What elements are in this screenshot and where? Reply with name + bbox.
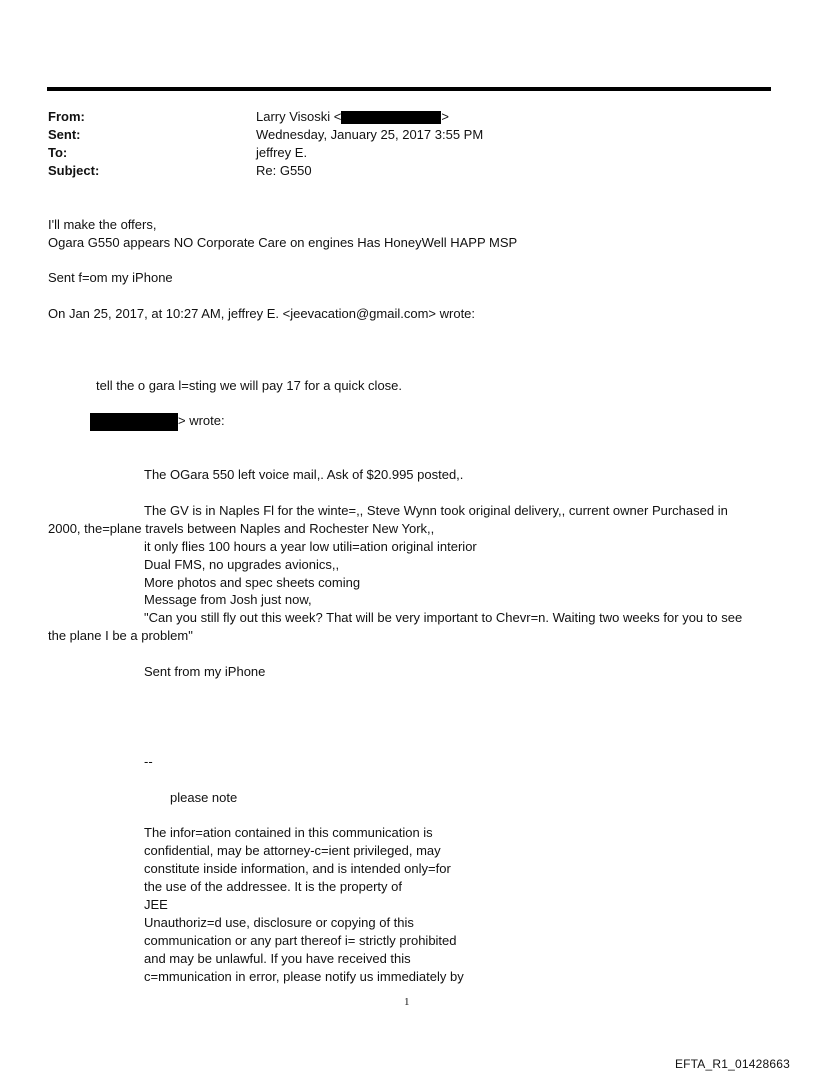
paragraph-text: The GV is in Naples Fl for the winte=,, Steve Wynn took original delivery,, current owner Purchased in 2000, the=plane travels between Naples and Rochester New York,, — [48, 503, 728, 536]
document-id: EFTA_R1_01428663 — [674, 1057, 790, 1071]
from-label: From: — [48, 109, 85, 124]
quoted-line: tell the o gara l=sting we will pay 17 for a quick close. — [96, 378, 403, 393]
body-line: Ogara G550 appears NO Corporate Care on engines Has HoneyWell HAPP MSP — [48, 235, 518, 250]
confidentiality-line: the use of the addressee. It is the property of — [144, 879, 402, 894]
confidentiality-line: Unauthoriz=d use, disclosure or copying of this — [144, 915, 414, 930]
confidentiality-line: confidential, may be attorney-c=ient privileged, may — [144, 843, 441, 858]
confidentiality-line: JEE — [144, 897, 168, 912]
body-line: More photos and spec sheets coming — [144, 575, 361, 590]
wrote-line — [90, 412, 225, 431]
header-rule — [47, 87, 771, 91]
redaction-box — [90, 413, 178, 431]
signature-dashes: -- — [144, 754, 153, 769]
from-value — [256, 108, 449, 126]
sent-from-line: Sent f=om my iPhone — [48, 270, 173, 285]
sent-from-line: Sent from my iPhone — [144, 664, 266, 679]
on-date-line: On Jan 25, 2017, at 10:27 AM, jeffrey E. <jeevacation@gmail.com> wrote: — [48, 306, 476, 321]
sent-label: Sent: — [48, 127, 81, 142]
body-paragraph — [48, 502, 753, 537]
subject-label: Subject: — [48, 163, 100, 178]
confidentiality-line: constitute inside information, and is intended only=for — [144, 861, 451, 876]
confidentiality-line: The infor=ation contained in this communication is — [144, 825, 433, 840]
please-note: please note — [170, 790, 238, 805]
to-label: To: — [48, 145, 68, 160]
from-trailer: > — [441, 109, 449, 124]
body-line: The OGara 550 left voice mail,. Ask of $20.995 posted,. — [144, 467, 464, 482]
from-name: Larry Visoski < — [256, 109, 342, 124]
paragraph-text: "Can you still fly out this week? That will be very important to Chevr=n. Waiting two weeks for you to see the plane I be a problem" — [48, 610, 743, 643]
page-number: 1 — [404, 996, 410, 1008]
wrote-suffix: > wrote: — [178, 413, 225, 428]
redaction-box — [341, 111, 441, 124]
sent-value: Wednesday, January 25, 2017 3:55 PM — [256, 127, 484, 142]
body-line: it only flies 100 hours a year low utili=ation original interior — [144, 539, 477, 554]
subject-value: Re: G550 — [256, 163, 312, 178]
confidentiality-line: communication or any part thereof i= strictly prohibited — [144, 933, 457, 948]
body-paragraph — [48, 609, 753, 644]
body-line: Message from Josh just now, — [144, 592, 312, 607]
confidentiality-line: and may be unlawful. If you have received this — [144, 951, 411, 966]
to-value: jeffrey E. — [256, 145, 308, 160]
confidentiality-line: c=mmunication in error, please notify us immediately by — [144, 969, 464, 984]
body-line: Dual FMS, no upgrades avionics,, — [144, 557, 340, 572]
body-line: I'll make the offers, — [48, 217, 157, 232]
